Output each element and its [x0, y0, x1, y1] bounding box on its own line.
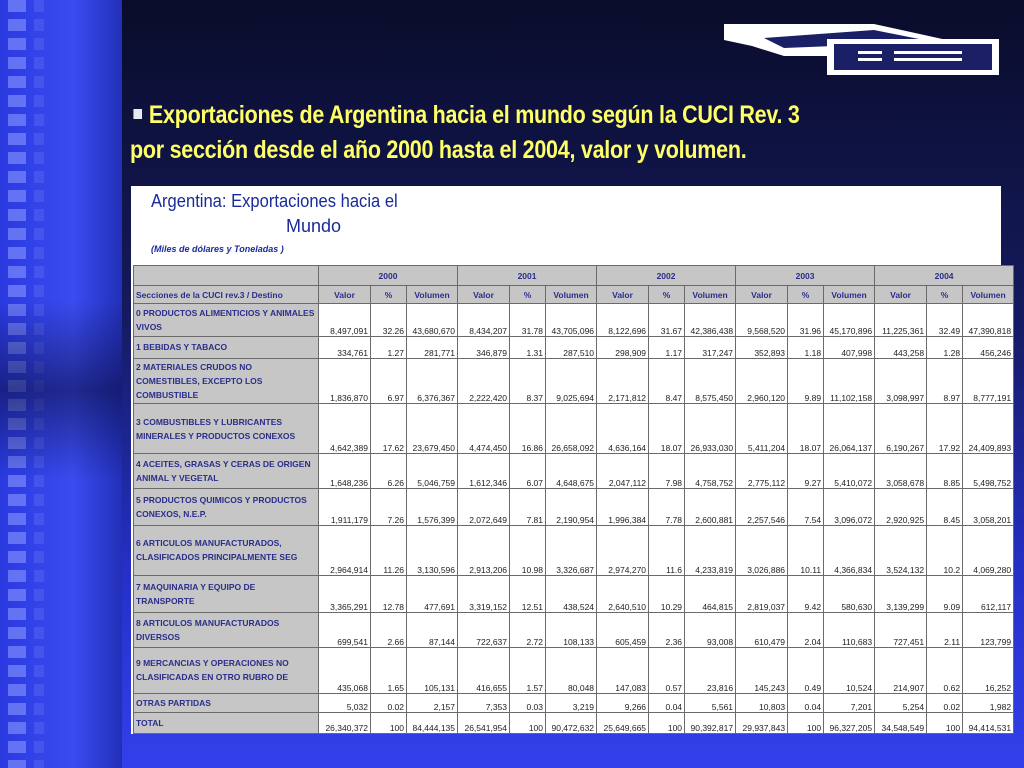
table-cell: 12.51 — [510, 576, 546, 613]
table-cell: 100 — [371, 712, 407, 733]
table-cell: 1,836,870 — [319, 358, 371, 403]
table-cell: 214,907 — [875, 647, 927, 694]
column-header-percent: % — [371, 286, 407, 304]
table-cell: 5,254 — [875, 694, 927, 712]
table-cell: 2,171,812 — [597, 358, 649, 403]
table-cell: 8,497,091 — [319, 304, 371, 337]
table-cell: 18.07 — [649, 403, 685, 454]
table-cell: 90,472,632 — [546, 712, 597, 733]
table-cell: 1.28 — [927, 336, 963, 358]
table-cell: 407,998 — [824, 336, 875, 358]
table-cell: 3,058,201 — [963, 488, 1014, 525]
table-row — [134, 403, 1014, 454]
table-cell: 145,243 — [736, 647, 788, 694]
heading-line-2: por sección desde el año 2000 hasta el 2004, valor y volumen. — [130, 136, 747, 164]
table-cell: 8.47 — [649, 358, 685, 403]
table-cell: 477,691 — [407, 576, 458, 613]
table-cell: 2.72 — [510, 612, 546, 647]
table-cell: 6.97 — [371, 358, 407, 403]
table-cell: 2,640,510 — [597, 576, 649, 613]
table-cell: 16.86 — [510, 403, 546, 454]
table-cell: 10,524 — [824, 647, 875, 694]
table-cell: 1,612,346 — [458, 454, 510, 489]
header-corner — [134, 266, 319, 286]
table-title-line-1: Argentina: Exportaciones hacia el — [151, 191, 398, 211]
table-cell: 8.97 — [927, 358, 963, 403]
column-header-valor: Valor — [875, 286, 927, 304]
table-title-line-2: Mundo — [286, 216, 342, 236]
table-cell: 3,365,291 — [319, 576, 371, 613]
table-cell: 4,233,819 — [685, 525, 736, 576]
table-cell: 26,933,030 — [685, 403, 736, 454]
section-label: OTRAS PARTIDAS — [134, 694, 319, 712]
page-heading — [130, 98, 895, 168]
table-cell: 34,548,549 — [875, 712, 927, 733]
year-header-2004: 2004 — [875, 266, 1014, 286]
table-cell: 43,680,670 — [407, 304, 458, 337]
table-cell: 8.45 — [927, 488, 963, 525]
table-cell: 96,327,205 — [824, 712, 875, 733]
logo-icon — [724, 22, 1002, 78]
table-row — [134, 304, 1014, 337]
table-cell: 317,247 — [685, 336, 736, 358]
table-cell: 7.98 — [649, 454, 685, 489]
section-label: 3 COMBUSTIBLES Y LUBRICANTES MINERALES Y PRODUCTOS CONEXOS — [134, 403, 319, 454]
table-cell: 47,390,818 — [963, 304, 1014, 337]
table-cell: 26,541,954 — [458, 712, 510, 733]
table-cell: 1.65 — [371, 647, 407, 694]
table-cell: 10.98 — [510, 525, 546, 576]
table-cell: 100 — [927, 712, 963, 733]
table-cell: 5,032 — [319, 694, 371, 712]
table-cell: 2,157 — [407, 694, 458, 712]
column-header-percent: % — [649, 286, 685, 304]
table-cell: 94,414,531 — [963, 712, 1014, 733]
table-cell: 2,960,120 — [736, 358, 788, 403]
table-cell: 6,190,267 — [875, 403, 927, 454]
table-cell: 7,201 — [824, 694, 875, 712]
table-cell: 93,008 — [685, 612, 736, 647]
column-header-volumen: Volumen — [824, 286, 875, 304]
table-cell: 4,642,389 — [319, 403, 371, 454]
table-cell: 281,771 — [407, 336, 458, 358]
sub-header-row — [134, 286, 1014, 304]
table-cell: 2,964,914 — [319, 525, 371, 576]
table-cell: 3,098,997 — [875, 358, 927, 403]
section-label: 5 PRODUCTOS QUIMICOS Y PRODUCTOS CONEXOS, N.E.P. — [134, 488, 319, 525]
table-cell: 11.6 — [649, 525, 685, 576]
table-cell: 7.78 — [649, 488, 685, 525]
column-header-volumen: Volumen — [546, 286, 597, 304]
table-cell: 6.07 — [510, 454, 546, 489]
table-cell: 9,266 — [597, 694, 649, 712]
table-cell: 26,064,137 — [824, 403, 875, 454]
table-cell: 2,913,206 — [458, 525, 510, 576]
table-cell: 3,130,596 — [407, 525, 458, 576]
table-cell: 5,498,752 — [963, 454, 1014, 489]
table-cell: 287,510 — [546, 336, 597, 358]
year-header-row — [134, 266, 1014, 286]
table-cell: 31.67 — [649, 304, 685, 337]
year-header-2000: 2000 — [319, 266, 458, 286]
section-label: 7 MAQUINARIA Y EQUIPO DE TRANSPORTE — [134, 576, 319, 613]
table-cell: 12.78 — [371, 576, 407, 613]
table-cell: 605,459 — [597, 612, 649, 647]
table-cell: 580,630 — [824, 576, 875, 613]
table-cell: 7.54 — [788, 488, 824, 525]
table-cell: 1,648,236 — [319, 454, 371, 489]
table-cell: 90,392,817 — [685, 712, 736, 733]
section-label: 2 MATERIALES CRUDOS NO COMESTIBLES, EXCEPTO LOS COMBUSTIBLE — [134, 358, 319, 403]
table-cell: 2.11 — [927, 612, 963, 647]
section-label: 8 ARTICULOS MANUFACTURADOS DIVERSOS — [134, 612, 319, 647]
table-cell: 16,252 — [963, 647, 1014, 694]
table-cell: 0.02 — [371, 694, 407, 712]
table-cell: 4,474,450 — [458, 403, 510, 454]
table-cell: 80,048 — [546, 647, 597, 694]
column-header-percent: % — [927, 286, 963, 304]
column-header-valor: Valor — [597, 286, 649, 304]
table-cell: 100 — [649, 712, 685, 733]
section-label: 1 BEBIDAS Y TABACO — [134, 336, 319, 358]
table-cell: 1,996,384 — [597, 488, 649, 525]
table-cell: 100 — [788, 712, 824, 733]
table-cell: 0.03 — [510, 694, 546, 712]
year-header-2002: 2002 — [597, 266, 736, 286]
table-cell: 699,541 — [319, 612, 371, 647]
table-cell: 108,133 — [546, 612, 597, 647]
column-header-percent: % — [788, 286, 824, 304]
table-cell: 8.85 — [927, 454, 963, 489]
table-cell: 2.36 — [649, 612, 685, 647]
section-header: Secciones de la CUCI rev.3 / Destino — [134, 286, 319, 304]
table-cell: 0.62 — [927, 647, 963, 694]
table-cell: 1.57 — [510, 647, 546, 694]
left-decorative-strip — [0, 0, 122, 768]
table-cell: 11,102,158 — [824, 358, 875, 403]
table-cell: 1.31 — [510, 336, 546, 358]
table-cell: 2,819,037 — [736, 576, 788, 613]
column-header-valor: Valor — [319, 286, 371, 304]
table-cell: 5,410,072 — [824, 454, 875, 489]
table-cell: 105,131 — [407, 647, 458, 694]
table-cell: 416,655 — [458, 647, 510, 694]
table-cell: 11,225,361 — [875, 304, 927, 337]
table-cell: 612,117 — [963, 576, 1014, 613]
table-cell: 2,920,925 — [875, 488, 927, 525]
table-cell: 443,258 — [875, 336, 927, 358]
table-cell: 31.96 — [788, 304, 824, 337]
table-cell: 3,319,152 — [458, 576, 510, 613]
table-cell: 2,974,270 — [597, 525, 649, 576]
table-subtitle: (Miles de dólares y Toneladas ) — [151, 244, 284, 254]
table-cell: 2.04 — [788, 612, 824, 647]
section-label: 6 ARTICULOS MANUFACTURADOS, CLASIFICADOS PRINCIPALMENTE SEG — [134, 525, 319, 576]
table-cell: 4,648,675 — [546, 454, 597, 489]
table-row — [134, 488, 1014, 525]
table-cell: 9,568,520 — [736, 304, 788, 337]
table-cell: 1,982 — [963, 694, 1014, 712]
table-cell: 1,576,399 — [407, 488, 458, 525]
bullet-icon — [133, 109, 142, 119]
table-cell: 9,025,694 — [546, 358, 597, 403]
table-title — [151, 188, 419, 254]
table-cell: 0.57 — [649, 647, 685, 694]
table-cell: 23,816 — [685, 647, 736, 694]
table-cell: 10,803 — [736, 694, 788, 712]
table-cell: 5,561 — [685, 694, 736, 712]
table-cell: 2,047,112 — [597, 454, 649, 489]
column-header-volumen: Volumen — [685, 286, 736, 304]
table-cell: 2,775,112 — [736, 454, 788, 489]
table-cell: 18.07 — [788, 403, 824, 454]
table-cell: 84,444,135 — [407, 712, 458, 733]
table-cell: 87,144 — [407, 612, 458, 647]
table-cell: 17.92 — [927, 403, 963, 454]
table-cell: 2,072,649 — [458, 488, 510, 525]
table-cell: 1,911,179 — [319, 488, 371, 525]
table-row — [134, 612, 1014, 647]
table-row — [134, 525, 1014, 576]
table-cell: 4,069,280 — [963, 525, 1014, 576]
table-cell: 3,524,132 — [875, 525, 927, 576]
table-row — [134, 647, 1014, 694]
table-cell: 123,799 — [963, 612, 1014, 647]
table-cell: 42,386,438 — [685, 304, 736, 337]
table-cell: 7.26 — [371, 488, 407, 525]
table-cell: 32.26 — [371, 304, 407, 337]
table-cell: 352,893 — [736, 336, 788, 358]
table-cell: 43,705,096 — [546, 304, 597, 337]
table-cell: 4,758,752 — [685, 454, 736, 489]
table-cell: 1.17 — [649, 336, 685, 358]
table-cell: 0.49 — [788, 647, 824, 694]
table-cell: 0.04 — [788, 694, 824, 712]
section-label: TOTAL — [134, 712, 319, 733]
table-cell: 2,600,881 — [685, 488, 736, 525]
section-label: 4 ACEITES, GRASAS Y CERAS DE ORIGEN ANIMAL Y VEGETAL — [134, 454, 319, 489]
table-row — [134, 336, 1014, 358]
table-row — [134, 454, 1014, 489]
table-cell: 3,026,886 — [736, 525, 788, 576]
table-cell: 10.2 — [927, 525, 963, 576]
table-cell: 2.66 — [371, 612, 407, 647]
table-cell: 8,777,191 — [963, 358, 1014, 403]
table-cell: 722,637 — [458, 612, 510, 647]
table-cell: 26,658,092 — [546, 403, 597, 454]
table-cell: 3,058,678 — [875, 454, 927, 489]
table-cell: 2,257,546 — [736, 488, 788, 525]
table-cell: 10.29 — [649, 576, 685, 613]
table-cell: 610,479 — [736, 612, 788, 647]
column-header-valor: Valor — [458, 286, 510, 304]
table-row — [134, 712, 1014, 733]
table-cell: 31.78 — [510, 304, 546, 337]
table-cell: 3,139,299 — [875, 576, 927, 613]
table-cell: 346,879 — [458, 336, 510, 358]
table-cell: 10.11 — [788, 525, 824, 576]
table-cell: 0.04 — [649, 694, 685, 712]
table-cell: 435,068 — [319, 647, 371, 694]
table-cell: 25,649,665 — [597, 712, 649, 733]
table-cell: 456,246 — [963, 336, 1014, 358]
table-cell: 8,122,696 — [597, 304, 649, 337]
column-header-percent: % — [510, 286, 546, 304]
decorative-dark-band — [0, 300, 122, 480]
table-cell: 6,376,367 — [407, 358, 458, 403]
table-cell: 3,219 — [546, 694, 597, 712]
table-row — [134, 576, 1014, 613]
table-cell: 6.26 — [371, 454, 407, 489]
table-cell: 1.18 — [788, 336, 824, 358]
table-cell: 5,046,759 — [407, 454, 458, 489]
table-cell: 1.27 — [371, 336, 407, 358]
table-cell: 4,636,164 — [597, 403, 649, 454]
table-cell: 8,575,450 — [685, 358, 736, 403]
exports-table — [133, 265, 1014, 734]
table-cell: 3,326,687 — [546, 525, 597, 576]
column-header-valor: Valor — [736, 286, 788, 304]
section-label: 9 MERCANCIAS Y OPERACIONES NO CLASIFICADAS EN OTRO RUBRO DE — [134, 647, 319, 694]
table-row — [134, 358, 1014, 403]
table-cell: 4,366,834 — [824, 525, 875, 576]
table-cell: 8,434,207 — [458, 304, 510, 337]
table-cell: 334,761 — [319, 336, 371, 358]
table-cell: 17.62 — [371, 403, 407, 454]
table-cell: 29,937,843 — [736, 712, 788, 733]
table-cell: 727,451 — [875, 612, 927, 647]
table-panel — [131, 186, 1012, 734]
table-cell: 110,683 — [824, 612, 875, 647]
table-cell: 32.49 — [927, 304, 963, 337]
table-cell: 3,096,072 — [824, 488, 875, 525]
table-cell: 2,222,420 — [458, 358, 510, 403]
table-cell: 464,815 — [685, 576, 736, 613]
table-cell: 100 — [510, 712, 546, 733]
table-cell: 5,411,204 — [736, 403, 788, 454]
table-cell: 147,083 — [597, 647, 649, 694]
table-cell: 9.42 — [788, 576, 824, 613]
table-cell: 438,524 — [546, 576, 597, 613]
section-label: 0 PRODUCTOS ALIMENTICIOS Y ANIMALES VIVOS — [134, 304, 319, 337]
table-cell: 2,190,954 — [546, 488, 597, 525]
table-cell: 8.37 — [510, 358, 546, 403]
year-header-2003: 2003 — [736, 266, 875, 286]
column-header-volumen: Volumen — [407, 286, 458, 304]
table-cell: 0.02 — [927, 694, 963, 712]
table-cell: 11.26 — [371, 525, 407, 576]
table-cell: 9.27 — [788, 454, 824, 489]
table-cell: 298,909 — [597, 336, 649, 358]
table-cell: 7,353 — [458, 694, 510, 712]
year-header-2001: 2001 — [458, 266, 597, 286]
table-cell: 26,340,372 — [319, 712, 371, 733]
table-cell: 23,679,450 — [407, 403, 458, 454]
heading-line-1: Exportaciones de Argentina hacia el mundo según la CUCI Rev. 3 — [148, 101, 800, 129]
column-header-volumen: Volumen — [963, 286, 1014, 304]
table-cell: 45,170,896 — [824, 304, 875, 337]
table-row — [134, 694, 1014, 712]
table-cell: 9.09 — [927, 576, 963, 613]
table-cell: 24,409,893 — [963, 403, 1014, 454]
table-cell: 9.89 — [788, 358, 824, 403]
table-cell: 7.81 — [510, 488, 546, 525]
